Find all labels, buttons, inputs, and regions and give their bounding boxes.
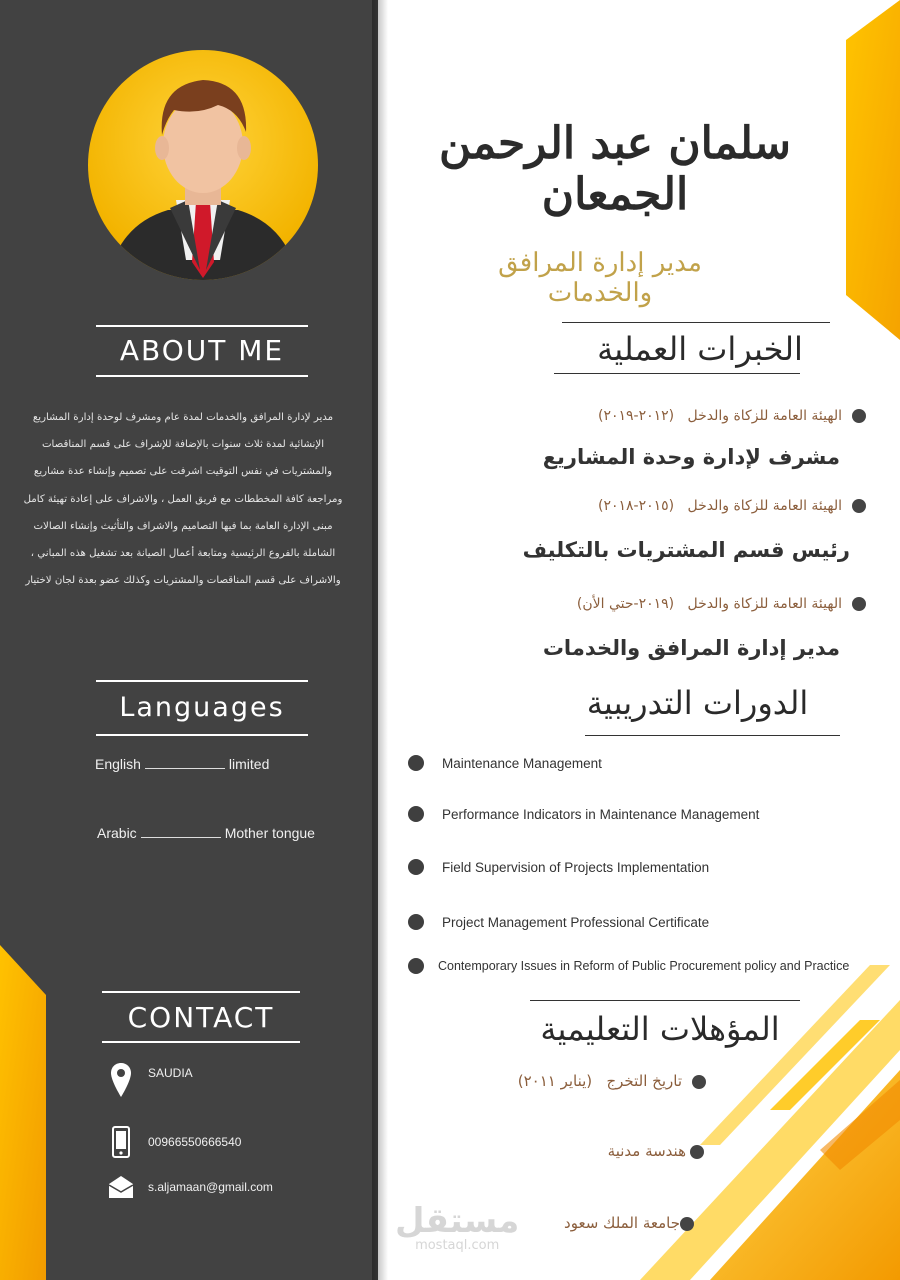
education-graduation: تاريخ التخرج (يناير ٢٠١١) [518, 1072, 706, 1090]
course-item: Performance Indicators in Maintenance Management [408, 806, 759, 822]
education-heading [480, 1000, 840, 1048]
experience-role: مشرف لإدارة وحدة المشاريع [542, 445, 840, 469]
bullet-dot [690, 1145, 704, 1159]
course-item: Field Supervision of Projects Implementation [408, 859, 709, 875]
bullet-dot [408, 914, 424, 930]
bullet-dot [408, 859, 424, 875]
contact-email [108, 1169, 273, 1205]
contact-phone-text[interactable]: 00966550666540 [148, 1135, 242, 1149]
experience-period: (٢٠١٥-٢٠١٨) [597, 498, 675, 514]
bullet-dot [408, 755, 424, 771]
watermark-brand: مستقل [395, 1201, 520, 1241]
yellow-accent-shape [840, 0, 900, 340]
job-title: مدير إدارة المرافق والخدمات [498, 248, 702, 308]
language-name: English [95, 756, 141, 772]
language-level: limited [228, 756, 270, 772]
course-item: Maintenance Management [408, 755, 602, 771]
location-pin-icon [108, 1062, 134, 1098]
experience-period: (٢٠١٩-حتي الأن) [576, 596, 675, 612]
yellow-accent-shape [0, 945, 46, 1280]
bullet-dot [692, 1075, 706, 1089]
bullet-dot [852, 409, 866, 423]
person-name: سلمان عبد الرحمن الجمعان [439, 118, 791, 220]
experience-org: الهيئة العامة للزكاة والدخل (٢٠١٢-٢٠١٩) [598, 408, 866, 424]
experience-role: مدير إدارة المرافق والخدمات [542, 636, 840, 660]
email-icon [108, 1169, 134, 1205]
contact-heading: CONTACT [102, 991, 300, 1043]
education-heading-text: المؤهلات التعليمية [540, 1010, 780, 1048]
education-degree: هندسة مدنية [608, 1142, 704, 1160]
course-item: Contemporary Issues in Reform of Public Procurement policy and Practice [408, 958, 849, 974]
watermark-domain: mostaql.com [415, 1238, 500, 1253]
about-text: مدير لإدارة المرافق والخدمات لمدة عام ومشرف لوحدة إدارة المشاريع الإنشائية لمدة ثلاث سنوات بالإضافة للإشراف على قسم المناقصات والمشتريات في نفس التوقيت اشرفت على تصميم وإنشاء عدة مشاريع ومراجعة كافة المخططات مع فريق العمل ، والاشراف على إعادة تهيئة كامل مبنى الإدارة العامة بما فيها التصاميم والاشراف والتأثيث وإنشاء الصالات الشاملة بالفروع الرئيسية ومتابعة أعمال الصيانة بعد تشغيل هذه المباني ، والاشراف على قسم المناقصات والمشتريات وكذلك عضو بعدة لجان لاختيار [23, 412, 343, 587]
about-heading: ABOUT ME [96, 325, 308, 377]
watermark [395, 1201, 520, 1253]
bullet-dot [408, 806, 424, 822]
experience-role: رئيس قسم المشتريات بالتكليف [522, 538, 850, 562]
experience-period: (٢٠١٢-٢٠١٩) [597, 408, 675, 424]
bullet-dot [680, 1217, 694, 1231]
phone-icon [108, 1124, 134, 1160]
experience-heading-text: الخبرات العملية [597, 330, 803, 368]
education-university: جامعة الملك سعود [564, 1214, 694, 1232]
contact-location-text: SAUDIA [148, 1066, 193, 1080]
training-heading [525, 684, 870, 722]
bullet-dot [852, 499, 866, 513]
avatar [88, 50, 318, 280]
graduation-date: (يناير ٢٠١١) [517, 1072, 593, 1090]
experience-org: الهيئة العامة للزكاة والدخل (٢٠١٩-حتي الأن) [577, 596, 866, 612]
language-english [95, 756, 269, 772]
course-item: Project Management Professional Certificate [408, 914, 709, 930]
languages-heading: Languages [96, 680, 308, 736]
bullet-dot [408, 958, 424, 974]
experience-heading [540, 322, 860, 368]
bullet-dot [852, 597, 866, 611]
sidebar-shadow [372, 0, 388, 1280]
sidebar [0, 0, 378, 1280]
contact-location [108, 1062, 193, 1098]
language-arabic [97, 825, 315, 841]
language-level: Mother tongue [224, 825, 315, 841]
experience-org: الهيئة العامة للزكاة والدخل (٢٠١٥-٢٠١٨) [598, 498, 866, 514]
language-name: Arabic [97, 825, 137, 841]
contact-phone [108, 1124, 241, 1160]
training-heading-text: الدورات التدريبية [586, 684, 809, 722]
contact-email-text[interactable]: s.aljamaan@gmail.com [148, 1180, 273, 1194]
